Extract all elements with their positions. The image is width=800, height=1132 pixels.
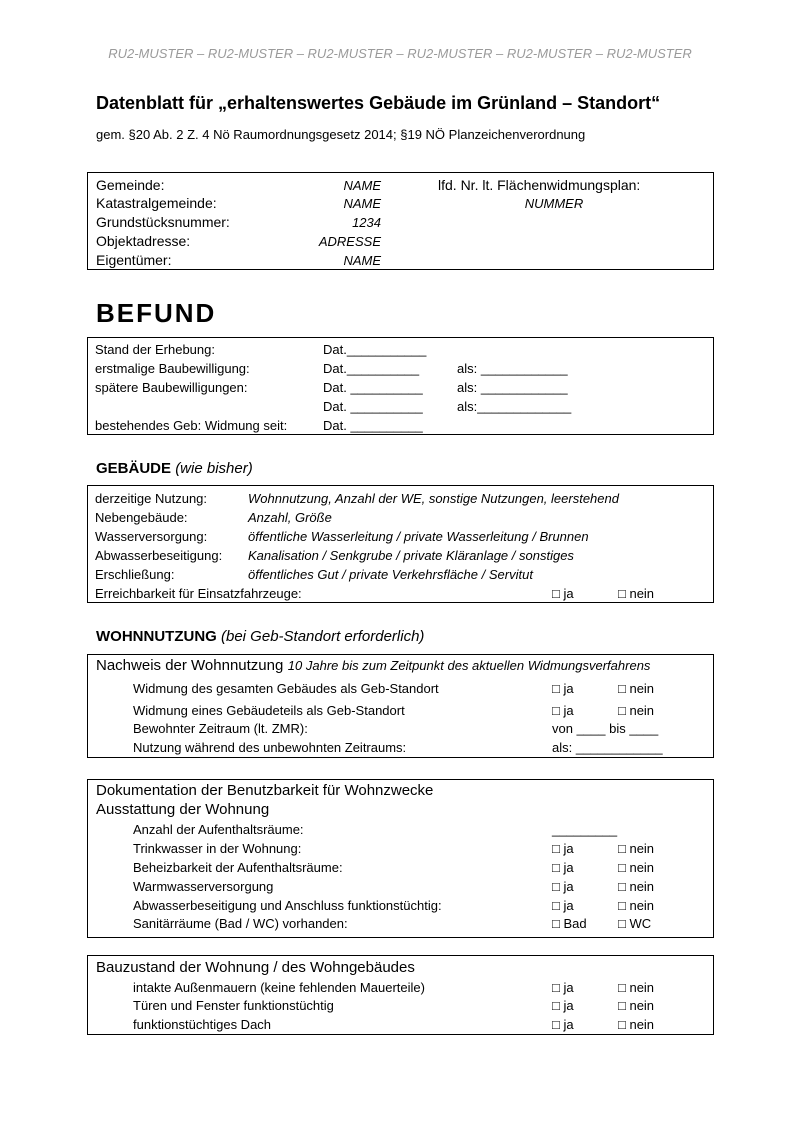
bauzustand-label: funktionstüchtiges Dach <box>133 1017 272 1032</box>
widmung-gesamt-ja-checkbox[interactable]: □ ja <box>552 681 574 696</box>
ausstattung-title: Ausstattung der Wohnung <box>96 801 270 818</box>
wohnnutzung-heading-note: (bei Geb-Standort erforderlich) <box>221 628 425 645</box>
bauzustand-title: Bauzustand der Wohnung / des Wohngebäudes <box>96 959 415 976</box>
befund-date-field: Dat.___________ <box>323 342 427 357</box>
warmwasser-ja-checkbox[interactable]: □ ja <box>552 879 574 894</box>
wohnnutzung-row-label: Widmung eines Gebäudeteils als Geb-Standort <box>133 703 405 718</box>
sanitaer-bad-checkbox[interactable]: □ Bad <box>552 916 587 931</box>
trinkwasser-ja-checkbox[interactable]: □ ja <box>552 841 574 856</box>
gebaeude-value: Anzahl, Größe <box>248 510 332 525</box>
gebaeude-heading <box>96 460 253 477</box>
bauzustand-label: intakte Außenmauern (keine fehlenden Mauerteile) <box>133 980 425 995</box>
befund-date-field: Dat.__________ <box>323 361 420 376</box>
gebaeude-label: Nebengebäude: <box>95 510 188 525</box>
erreichbarkeit-label: Erreichbarkeit für Einsatzfahrzeuge: <box>95 586 302 601</box>
aufenthaltsraeume-count-field[interactable]: _________ <box>552 822 618 837</box>
info-label: Grundstücksnummer: <box>96 214 230 230</box>
wohnnutzung-row-label: Bewohnter Zeitraum (lt. ZMR): <box>133 721 308 736</box>
sanitaer-wc-checkbox[interactable]: □ WC <box>618 916 652 931</box>
widmung-teil-ja-checkbox[interactable]: □ ja <box>552 703 574 718</box>
beheizbarkeit-nein-checkbox[interactable]: □ nein <box>618 860 655 875</box>
tueren-fenster-nein-checkbox[interactable]: □ nein <box>618 998 655 1013</box>
ausstattung-label: Sanitärräume (Bad / WC) vorhanden: <box>133 916 348 931</box>
watermark-header: RU2-MUSTER – RU2-MUSTER – RU2-MUSTER – RU2-MUSTER – RU2-MUSTER – RU2-MUSTER <box>108 46 692 61</box>
gebaeude-label: Wasserversorgung: <box>95 529 208 544</box>
widmung-gesamt-nein-checkbox[interactable]: □ nein <box>618 681 655 696</box>
gebaeude-value: Kanalisation / Senkgrube / private Kläranlage / sonstiges <box>248 548 574 563</box>
warmwasser-nein-checkbox[interactable]: □ nein <box>618 879 655 894</box>
info-label: Eigentümer: <box>96 252 172 268</box>
ausstattung-label: Anzahl der Aufenthaltsräume: <box>133 822 304 837</box>
info-value: NAME <box>343 196 381 211</box>
wohnnutzung-heading-text: WOHNNUTZUNG <box>96 628 217 645</box>
erreichbarkeit-ja-checkbox[interactable]: □ ja <box>552 586 574 601</box>
dokumentation-title: Dokumentation der Benutzbarkeit für Wohnzwecke <box>96 782 434 799</box>
befund-date-field: Dat. __________ <box>323 399 423 414</box>
nutzung-als-field[interactable]: als: ____________ <box>552 740 663 755</box>
gebaeude-label: Abwasserbeseitigung: <box>95 548 223 563</box>
beheizbarkeit-ja-checkbox[interactable]: □ ja <box>552 860 574 875</box>
lfd-nr-label: lfd. Nr. lt. Flächenwidmungsplan: <box>438 177 641 193</box>
befund-als-field: als:_____________ <box>457 399 572 414</box>
gebaeude-label: Erschließung: <box>95 567 175 582</box>
aussenmauern-ja-checkbox[interactable]: □ ja <box>552 980 574 995</box>
befund-label: erstmalige Baubewilligung: <box>95 361 250 376</box>
tueren-fenster-ja-checkbox[interactable]: □ ja <box>552 998 574 1013</box>
befund-date-field: Dat. __________ <box>323 380 423 395</box>
gebaeude-value: Wohnnutzung, Anzahl der WE, sonstige Nutzungen, leerstehend <box>248 491 619 506</box>
info-value: NAME <box>343 178 381 193</box>
ausstattung-label: Beheizbarkeit der Aufenthaltsräume: <box>133 860 343 875</box>
aussenmauern-nein-checkbox[interactable]: □ nein <box>618 980 655 995</box>
nachweis-title-text: Nachweis der Wohnnutzung <box>96 657 284 674</box>
gebaeude-value: öffentliche Wasserleitung / private Wasserleitung / Brunnen <box>248 529 589 544</box>
info-value: NAME <box>343 253 381 268</box>
lfd-nr-value: NUMMER <box>524 196 584 211</box>
erreichbarkeit-nein-checkbox[interactable]: □ nein <box>618 586 655 601</box>
widmung-teil-nein-checkbox[interactable]: □ nein <box>618 703 655 718</box>
abwasser-nein-checkbox[interactable]: □ nein <box>618 898 655 913</box>
befund-heading: BEFUND <box>96 298 217 328</box>
info-label: Objektadresse: <box>96 233 191 249</box>
info-label: Gemeinde: <box>96 177 165 193</box>
befund-als-field: als: ____________ <box>457 380 568 395</box>
abwasser-ja-checkbox[interactable]: □ ja <box>552 898 574 913</box>
ausstattung-label: Abwasserbeseitigung und Anschluss funktionstüchtig: <box>133 898 442 913</box>
gebaeude-label: derzeitige Nutzung: <box>95 491 208 506</box>
dach-ja-checkbox[interactable]: □ ja <box>552 1017 574 1032</box>
wohnnutzung-heading <box>96 628 424 645</box>
befund-label: bestehendes Geb: Widmung seit: <box>95 418 288 433</box>
gebaeude-heading-text: GEBÄUDE <box>96 460 172 477</box>
gebaeude-heading-note: (wie bisher) <box>175 460 253 477</box>
nachweis-title <box>96 657 650 675</box>
info-value: ADRESSE <box>318 234 381 249</box>
ausstattung-label: Warmwasserversorgung <box>133 879 274 894</box>
befund-date-field: Dat. __________ <box>323 418 423 433</box>
ausstattung-label: Trinkwasser in der Wohnung: <box>133 841 302 856</box>
nachweis-title-note: 10 Jahre bis zum Zeitpunkt des aktuellen Widmungsverfahrens <box>287 658 651 673</box>
wohnnutzung-row-label: Widmung des gesamten Gebäudes als Geb-Standort <box>133 681 439 696</box>
dach-nein-checkbox[interactable]: □ nein <box>618 1017 655 1032</box>
befund-label: Stand der Erhebung: <box>95 342 215 357</box>
befund-als-field: als: ____________ <box>457 361 568 376</box>
page-subtitle: gem. §20 Ab. 2 Z. 4 Nö Raumordnungsgesetz 2014; §19 NÖ Planzeichenverordnung <box>96 127 586 142</box>
info-value: 1234 <box>352 215 381 230</box>
wohnnutzung-row-label: Nutzung während des unbewohnten Zeitraums: <box>133 740 407 755</box>
bauzustand-label: Türen und Fenster funktionstüchtig <box>133 998 334 1013</box>
trinkwasser-nein-checkbox[interactable]: □ nein <box>618 841 655 856</box>
befund-label: spätere Baubewilligungen: <box>95 380 248 395</box>
zeitraum-field[interactable]: von ____ bis ____ <box>552 721 659 736</box>
page-title: Datenblatt für „erhaltenswertes Gebäude im Grünland – Standort“ <box>96 93 661 113</box>
gebaeude-value: öffentliches Gut / private Verkehrsfläche / Servitut <box>248 567 533 582</box>
info-label: Katastralgemeinde: <box>96 195 217 211</box>
